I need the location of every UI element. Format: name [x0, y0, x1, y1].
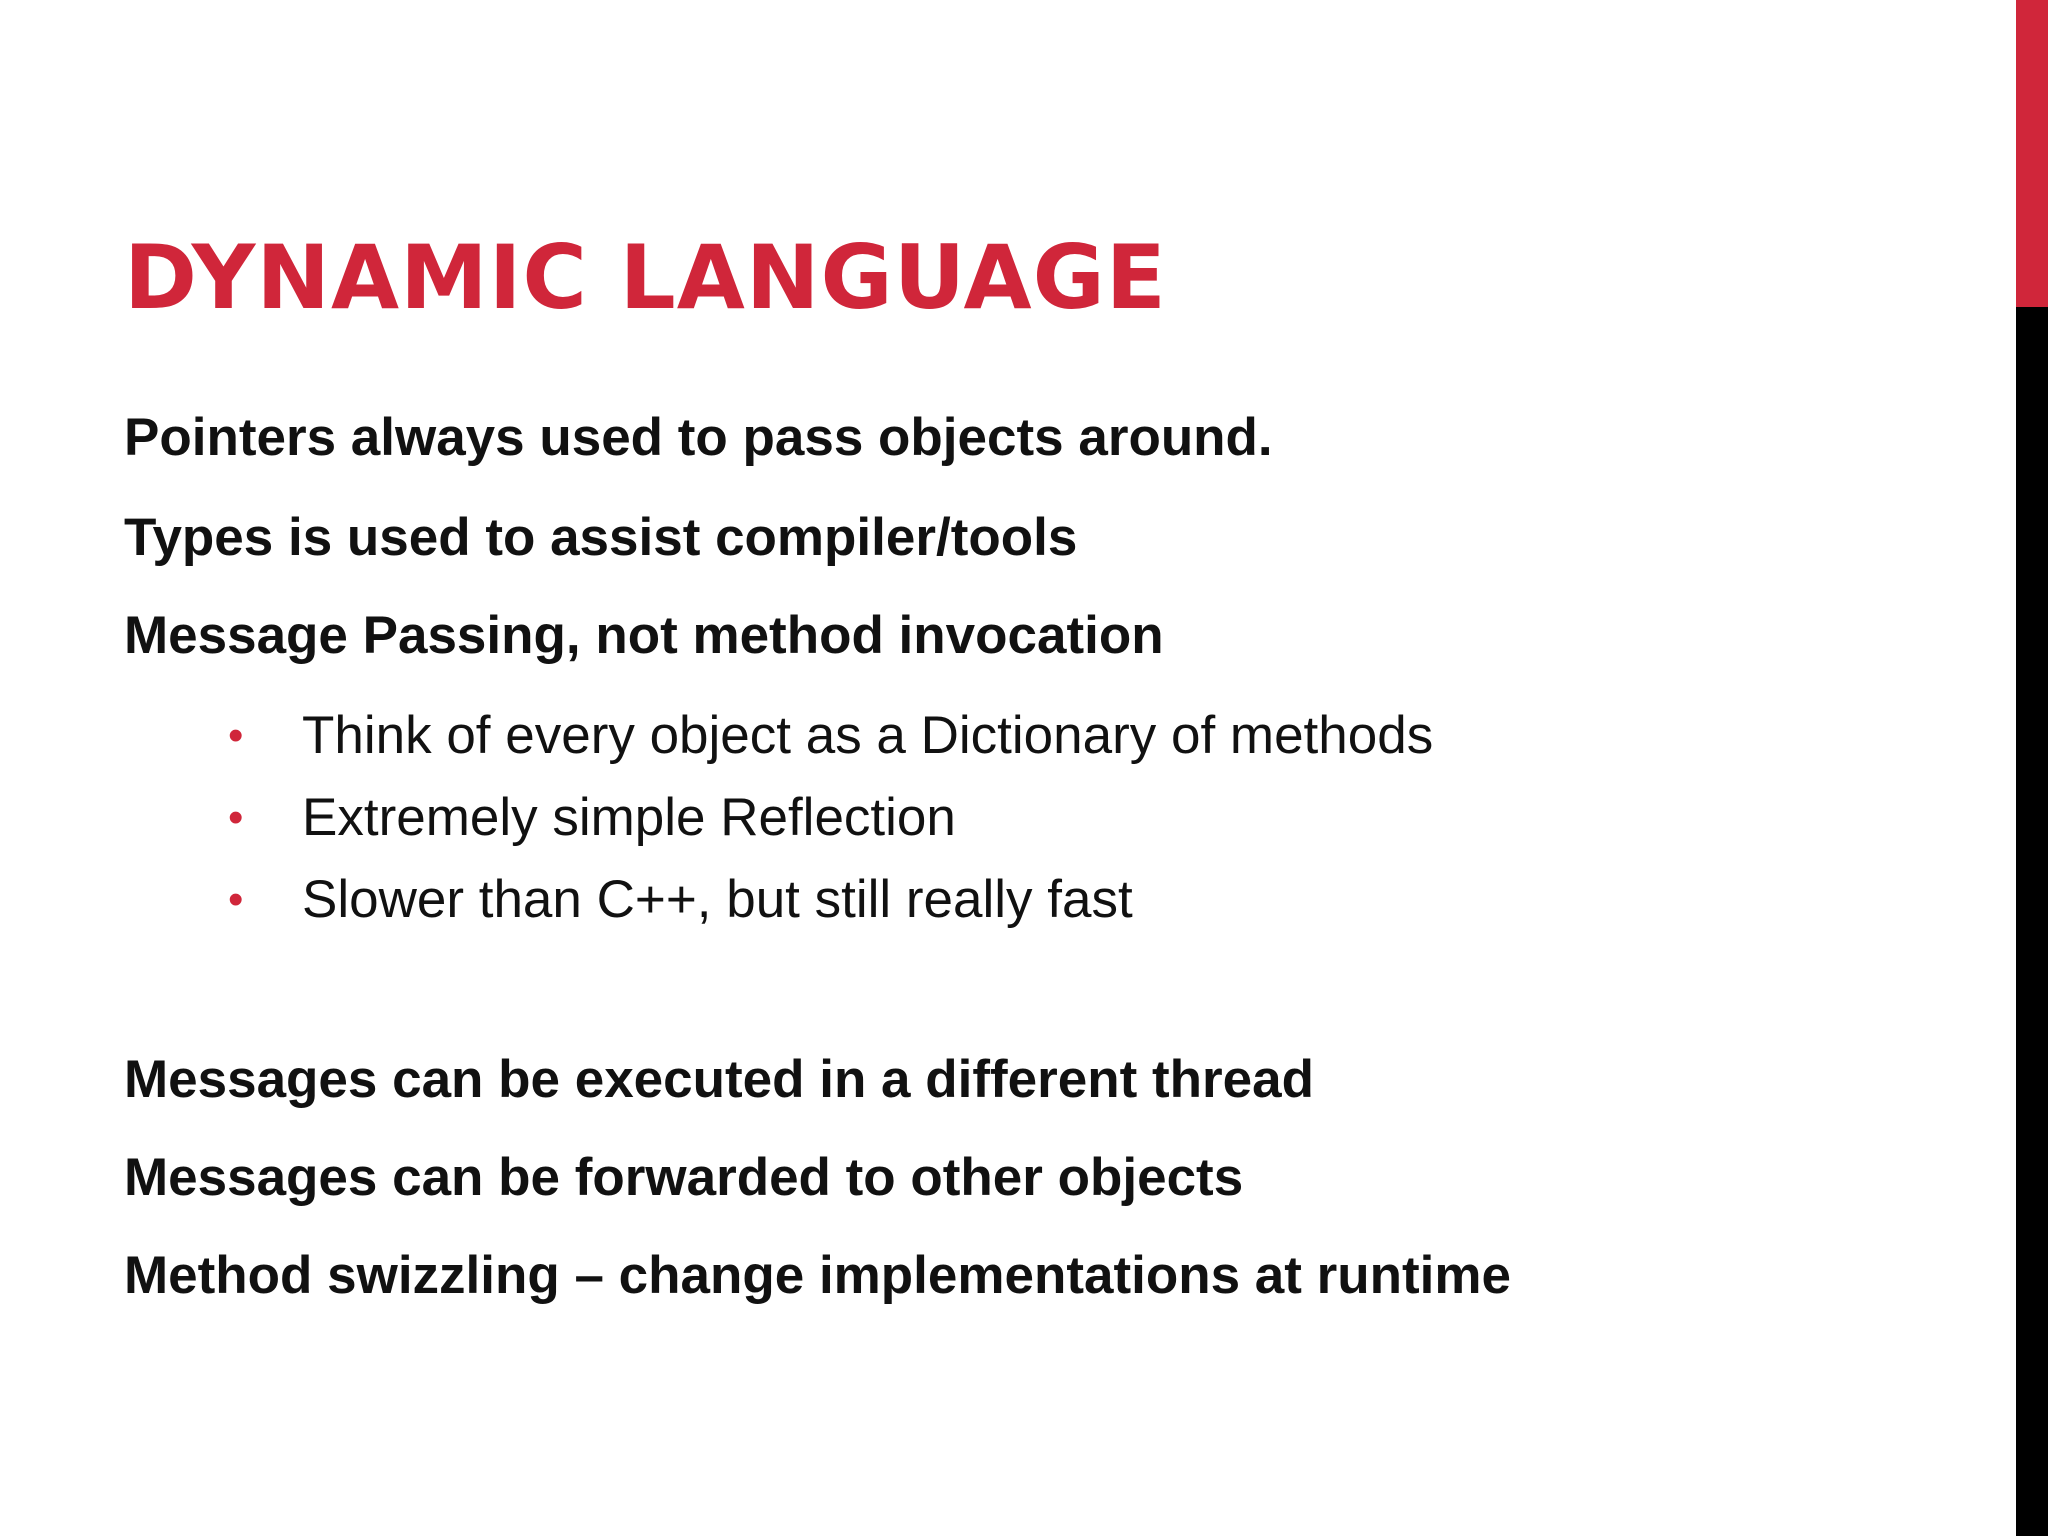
bullet-text: Think of every object as a Dictionary of methods: [302, 706, 1434, 765]
body-line-swizzling: Method swizzling – change implementations at runtime: [124, 1246, 1512, 1305]
bullet-icon: •: [228, 875, 244, 924]
bullet-icon: •: [228, 711, 244, 760]
body-line-forwarding: Messages can be forwarded to other objects: [124, 1148, 1244, 1207]
body-line-threads: Messages can be executed in a different thread: [124, 1050, 1314, 1109]
slide-title: DYNAMIC LANGUAGE: [124, 226, 1167, 329]
bullet-icon: •: [228, 793, 244, 842]
bullet-item-speed: [228, 868, 1133, 932]
right-side-bar-accent: [2016, 0, 2048, 307]
bullet-item-reflection: [228, 786, 956, 850]
body-line-message-passing: Message Passing, not method invocation: [124, 606, 1164, 665]
body-line-types: Types is used to assist compiler/tools: [124, 508, 1078, 567]
right-side-bar: [2016, 0, 2048, 1536]
body-line-pointers: Pointers always used to pass objects around.: [124, 408, 1273, 467]
bullet-text: Slower than C++, but still really fast: [302, 870, 1133, 929]
bullet-text: Extremely simple Reflection: [302, 788, 956, 847]
bullet-item-dictionary: [228, 704, 1433, 768]
